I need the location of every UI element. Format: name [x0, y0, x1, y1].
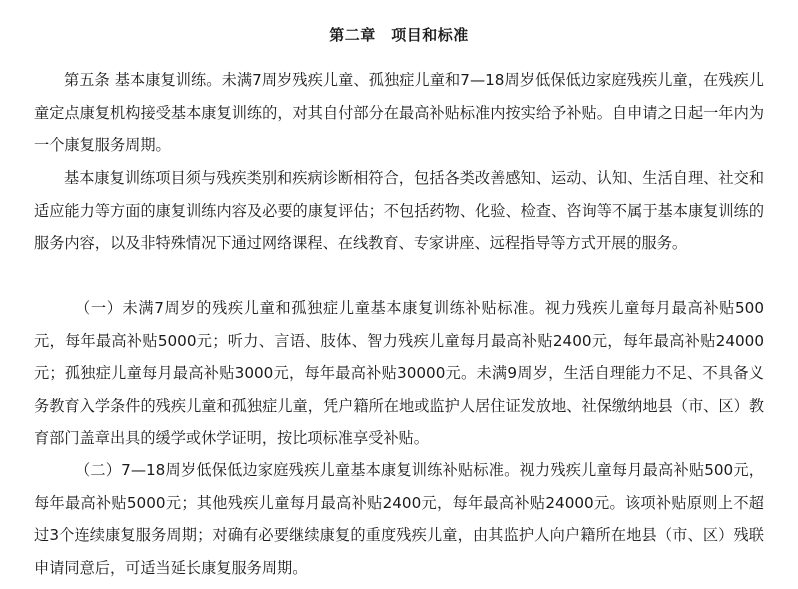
paragraph-training-scope: 基本康复训练项目须与残疾类别和疾病诊断相符合，包括各类改善感知、运动、认知、生活自理、社交和适应能力等方面的康复训练内容及必要的康复评估；不包括药物、化验、检查、咨询等不属于基本康复训练的服务内容，以及非特殊情况下通过网络课程、在线教育、专家讲座、远程指导等方式开展的服务。	[34, 169, 764, 252]
paragraph-subsidy-under-7: （一）未满7周岁的残疾儿童和孤独症儿童基本康复训练补贴标准。视力残疾儿童每月最高补贴500元，每年最高补贴5000元；听力、言语、肢体、智力残疾儿童每月最高补贴2400元，每年最高补贴24000元；孤独症儿童每月最高补贴3000元，每年最高补贴30000元。未满9周岁，生活自理能力不足、不具备义务教育入学条件的残疾儿童和孤独症儿童，凭户籍所在地或监护人居住证发放地、社保缴纳地县（市、区）教育部门盖章出具的缓学或休学证明，按比项标准享受补贴。	[34, 299, 764, 447]
paragraph-article-5: 第五条 基本康复训练。未满7周岁残疾儿童、孤独症儿童和7—18周岁低保低边家庭残疾儿童，在残疾儿童定点康复机构接受基本康复训练的，对其自付部分在最高补贴标准内按实给予补贴。自申请之日起一年内为一个康复服务周期。	[34, 71, 764, 154]
chapter-title: 第二章 项目和标准	[329, 26, 469, 44]
paragraph-subsidy-7-to-18: （二）7—18周岁低保低边家庭残疾儿童基本康复训练补贴标准。视力残疾儿童每月最高补贴500元，每年最高补贴5000元；其他残疾儿童每月最高补贴2400元，每年最高补贴24000元。该项补贴原则上不超过3个连续康复服务周期；对确有必要继续康复的重度残疾儿童，由其监护人向户籍所在地县（市、区）残联申请同意后，可适当延长康复服务周期。	[34, 461, 764, 577]
cut-off-text-line	[336, 582, 536, 589]
